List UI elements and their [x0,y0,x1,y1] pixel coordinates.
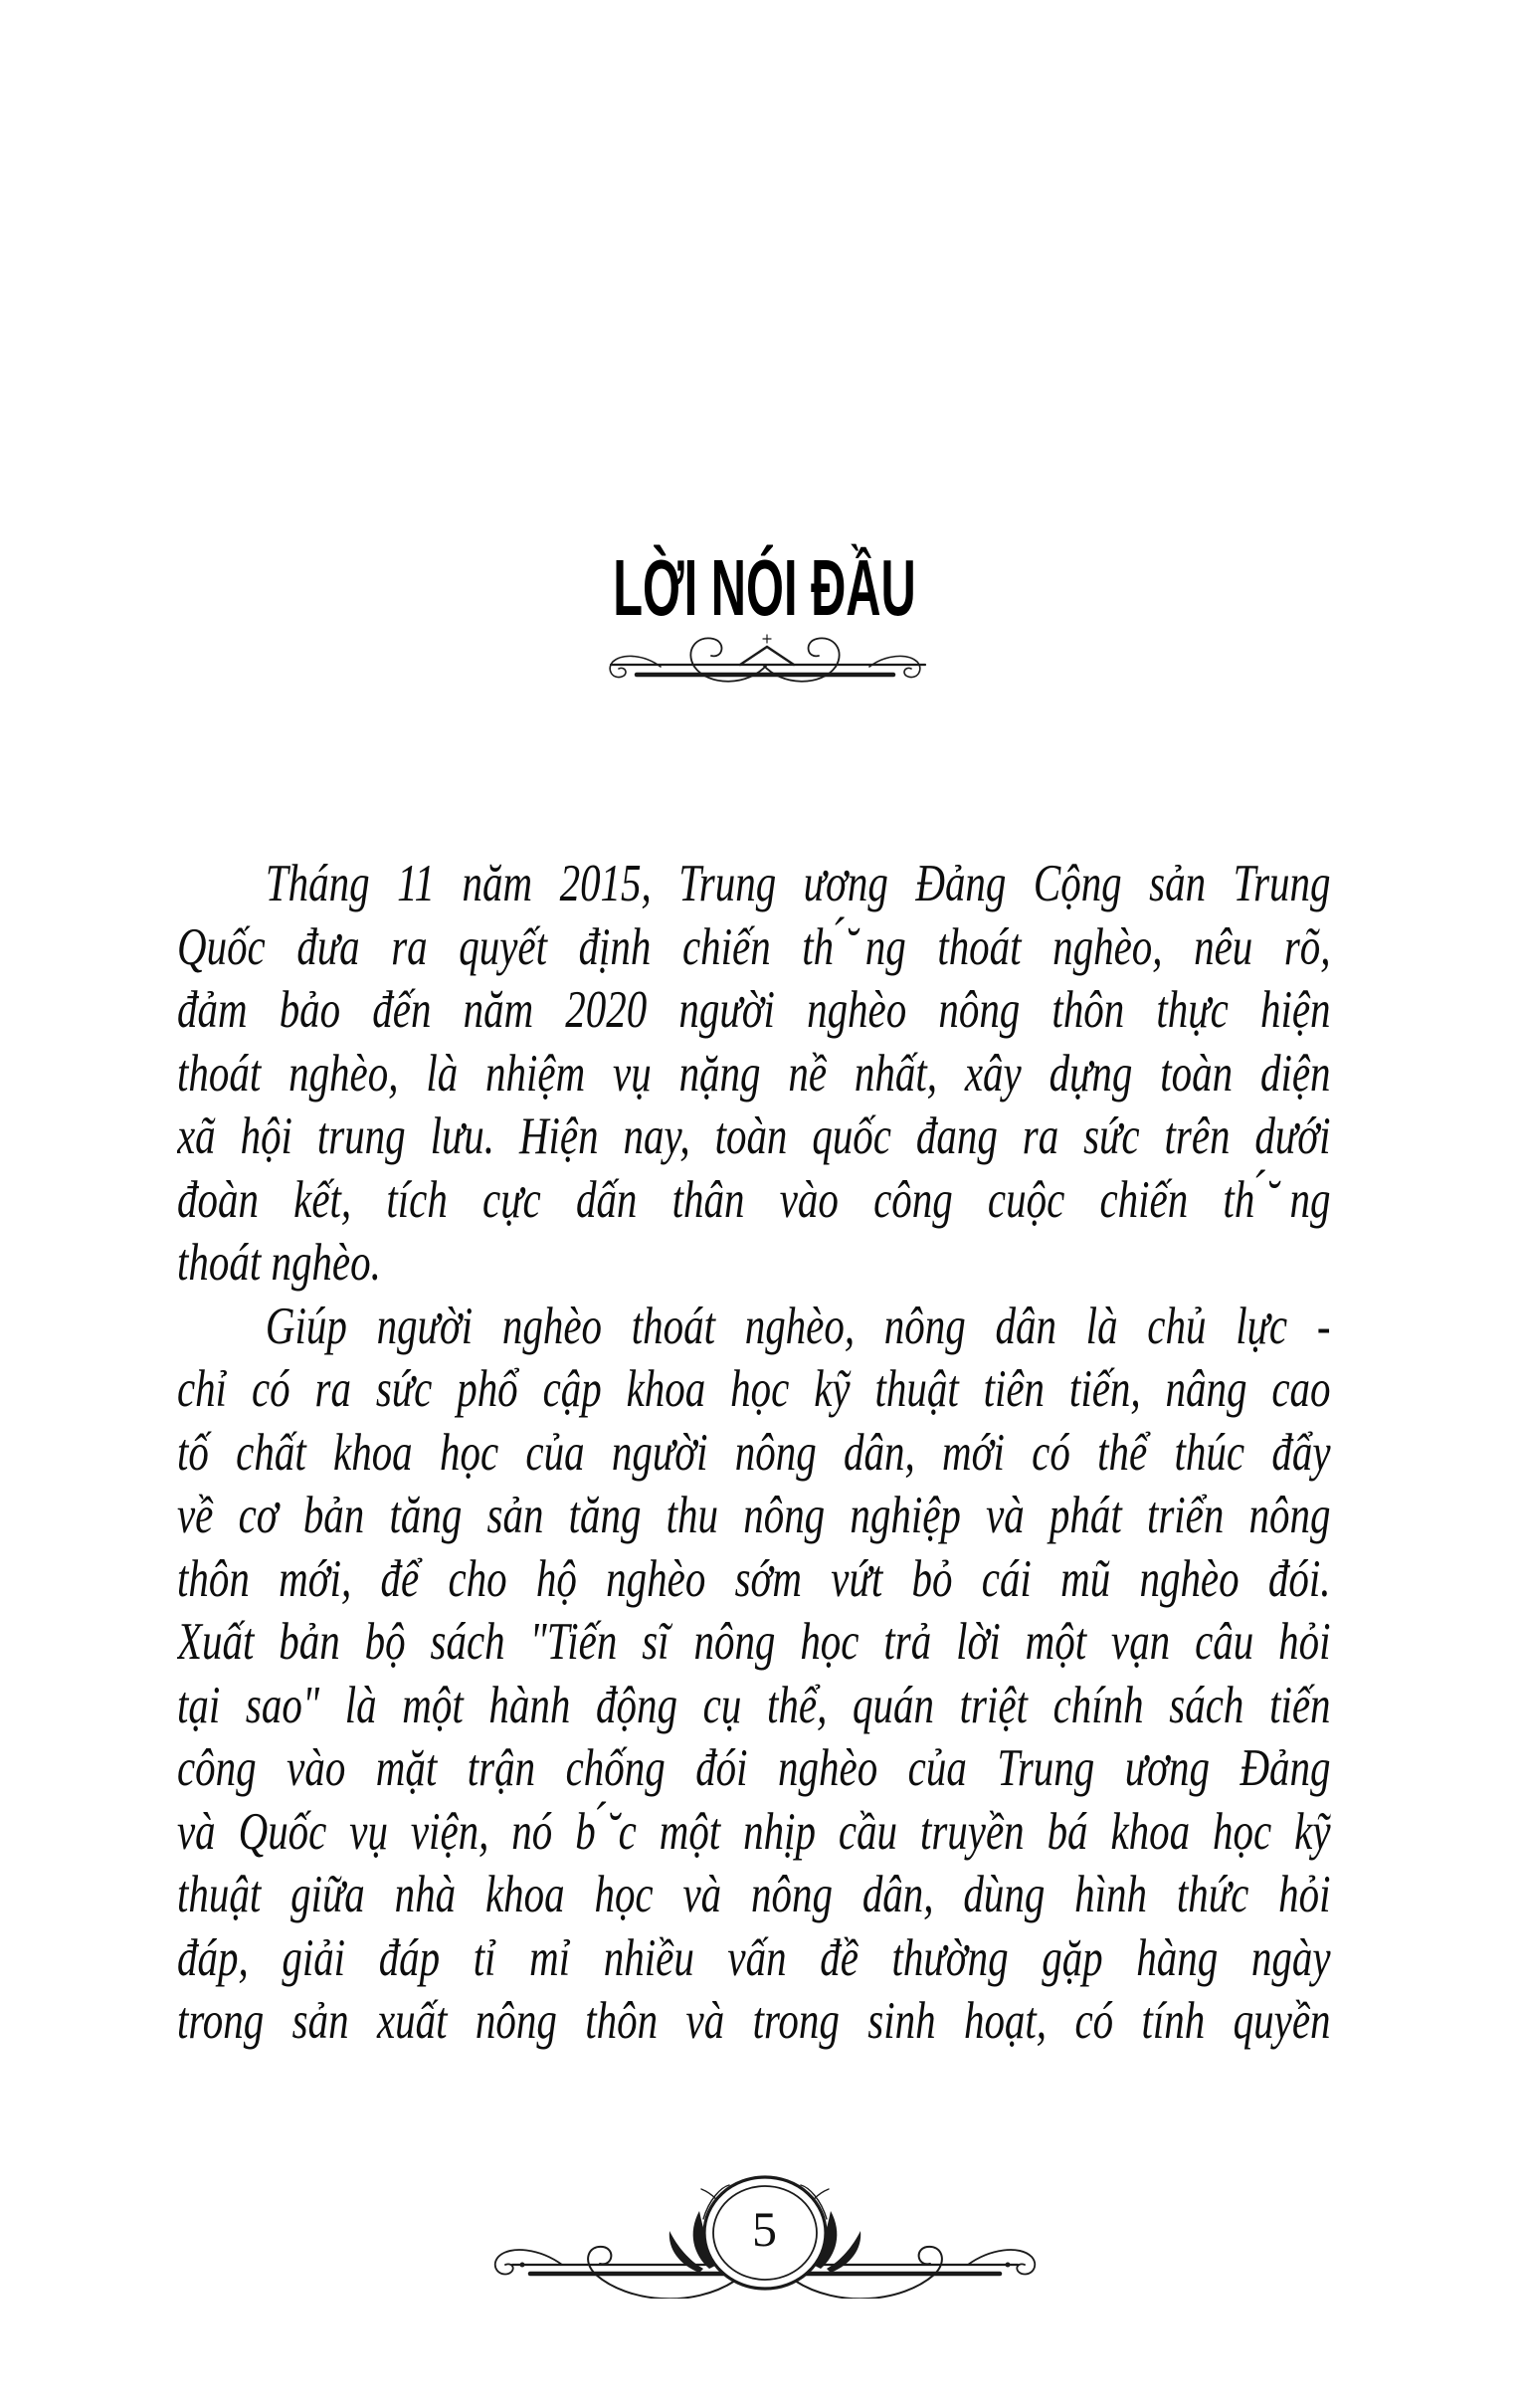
top-flourish-divider [0,633,1529,689]
text-line: tại sao" là một hành động cụ thể, quán triệt chính sách tiến [177,1676,1331,1734]
body-text [177,853,1331,2054]
text-line: xã hội trung lưu. Hiện nay, toàn quốc đang ra sức trên dưới [177,1107,1331,1165]
text-line: tố chất khoa học của người nông dân, mới có thể thúc đẩy [177,1423,1331,1482]
page-number: 5 [752,2201,777,2257]
text-line: Xuất bản bộ sách "Tiến sĩ nông học trả lời một vạn câu hỏi [177,1613,1331,1671]
text-line: công vào mặt trận chống đói nghèo của Trung ương Đảng [177,1739,1331,1797]
text-line: Tháng 11 năm 2015, Trung ương Đảng Cộng sản Trung [265,855,1331,912]
text-line: thoát nghèo. [177,1234,381,1292]
text-line: Giúp người nghèo thoát nghèo, nông dân là chủ lực - [265,1297,1331,1355]
text-line: và Quốc vụ viện, nó b ̆́c một nhịp cầu truyền bá khoa học kỹ [177,1802,1331,1861]
text-line: đoàn kết, tích cực dấn thân vào công cuộc chiến th ̆́ng [177,1170,1331,1229]
flourish-divider-icon [601,633,929,689]
text-line: chỉ có ra sức phổ cập khoa học kỹ thuật tiên tiến, nâng cao [177,1360,1331,1418]
text-line: thoát nghèo, là nhiệm vụ nặng nề nhất, xây dựng toàn diện [177,1044,1331,1103]
text-line: trong sản xuất nông thôn và trong sinh hoạt, có tính quyền [177,1992,1331,2050]
page-title: LỜI NÓI ĐẦU [613,543,916,632]
text-line: thôn mới, để cho hộ nghèo sớm vứt bỏ cái mũ nghèo đói. [177,1549,1331,1608]
text-line: Quốc đưa ra quyết định chiến th ̆́ng thoát nghèo, nêu rõ, [177,917,1331,976]
text-line: thuật giữa nhà khoa học và nông dân, dùng hình thức hỏi [177,1866,1331,1923]
text-line: đảm bảo đến năm 2020 người nghèo nông thôn thực hiện [177,981,1331,1039]
text-line: đáp, giải đáp tỉ mỉ nhiều vấn đề thường gặp hàng ngày [177,1928,1331,1987]
text-line: về cơ bản tăng sản tăng thu nông nghiệp và phát triển nông [177,1487,1331,1544]
